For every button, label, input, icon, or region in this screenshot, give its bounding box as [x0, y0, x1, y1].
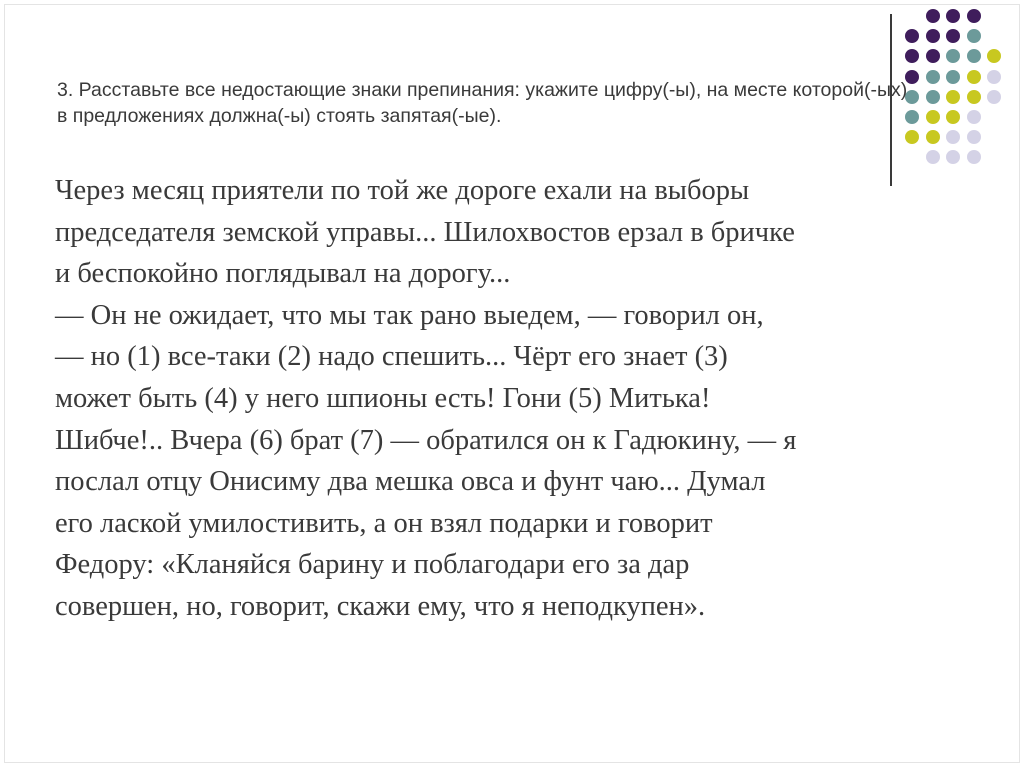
exercise-text	[55, 170, 975, 628]
task-instruction: 3. Расставьте все недостающие знаки препинания: укажите цифру(-ы), на месте которой(-ых) в предложениях должна(-ы) стоять запятая(-ые).	[57, 79, 908, 127]
text-line: и беспокойно поглядывал на дорогу...	[55, 258, 511, 290]
yellow-dot	[946, 110, 960, 124]
lavender-dot	[967, 110, 981, 124]
lavender-dot	[987, 90, 1001, 104]
lavender-dot	[946, 150, 960, 164]
dot-pattern-decoration	[902, 5, 1022, 175]
purple-dot	[926, 49, 940, 63]
text-line: — но (1) все-таки (2) надо спешить... Чёрт его знает (3)	[55, 341, 728, 373]
teal-dot	[946, 49, 960, 63]
text-line: послал отцу Онисиму два мешка овса и фунт чаю... Думал	[55, 466, 766, 498]
text-line: Через месяц приятели по той же дороге ехали на выборы	[55, 175, 750, 206]
purple-dot	[926, 9, 940, 23]
text-line: совершен, но, говорит, скажи ему, что я неподкупен».	[55, 590, 706, 622]
text-line: — Он не ожидает, что мы так рано выедем, — говорил он,	[55, 299, 764, 331]
purple-dot	[905, 49, 919, 63]
yellow-dot	[967, 70, 981, 84]
text-line: может быть (4) у него шпионы есть! Гони (5) Митька!	[55, 382, 711, 414]
lavender-dot	[926, 150, 940, 164]
teal-dot	[967, 29, 981, 43]
yellow-dot	[987, 49, 1001, 63]
lavender-dot	[967, 150, 981, 164]
yellow-dot	[926, 130, 940, 144]
yellow-dot	[946, 90, 960, 104]
lavender-dot	[987, 70, 1001, 84]
purple-dot	[946, 9, 960, 23]
purple-dot	[967, 9, 981, 23]
text-line: Шибче!.. Вчера (6) брат (7) — обратился он к Гадюкину, — я	[55, 424, 797, 456]
teal-dot	[926, 70, 940, 84]
yellow-dot	[926, 110, 940, 124]
lavender-dot	[967, 130, 981, 144]
text-line: председателя земской управы... Шилохвостов ерзал в бричке	[55, 216, 795, 248]
purple-dot	[946, 29, 960, 43]
teal-dot	[967, 49, 981, 63]
yellow-dot	[905, 130, 919, 144]
teal-dot	[926, 90, 940, 104]
text-line: Федору: «Кланяйся барину и поблагодари его за дар	[55, 549, 690, 581]
teal-dot	[946, 70, 960, 84]
yellow-dot	[967, 90, 981, 104]
purple-dot	[926, 29, 940, 43]
lavender-dot	[946, 130, 960, 144]
purple-dot	[905, 29, 919, 43]
text-line: его лаской умилостивить, а он взял подарки и говорит	[55, 507, 713, 539]
